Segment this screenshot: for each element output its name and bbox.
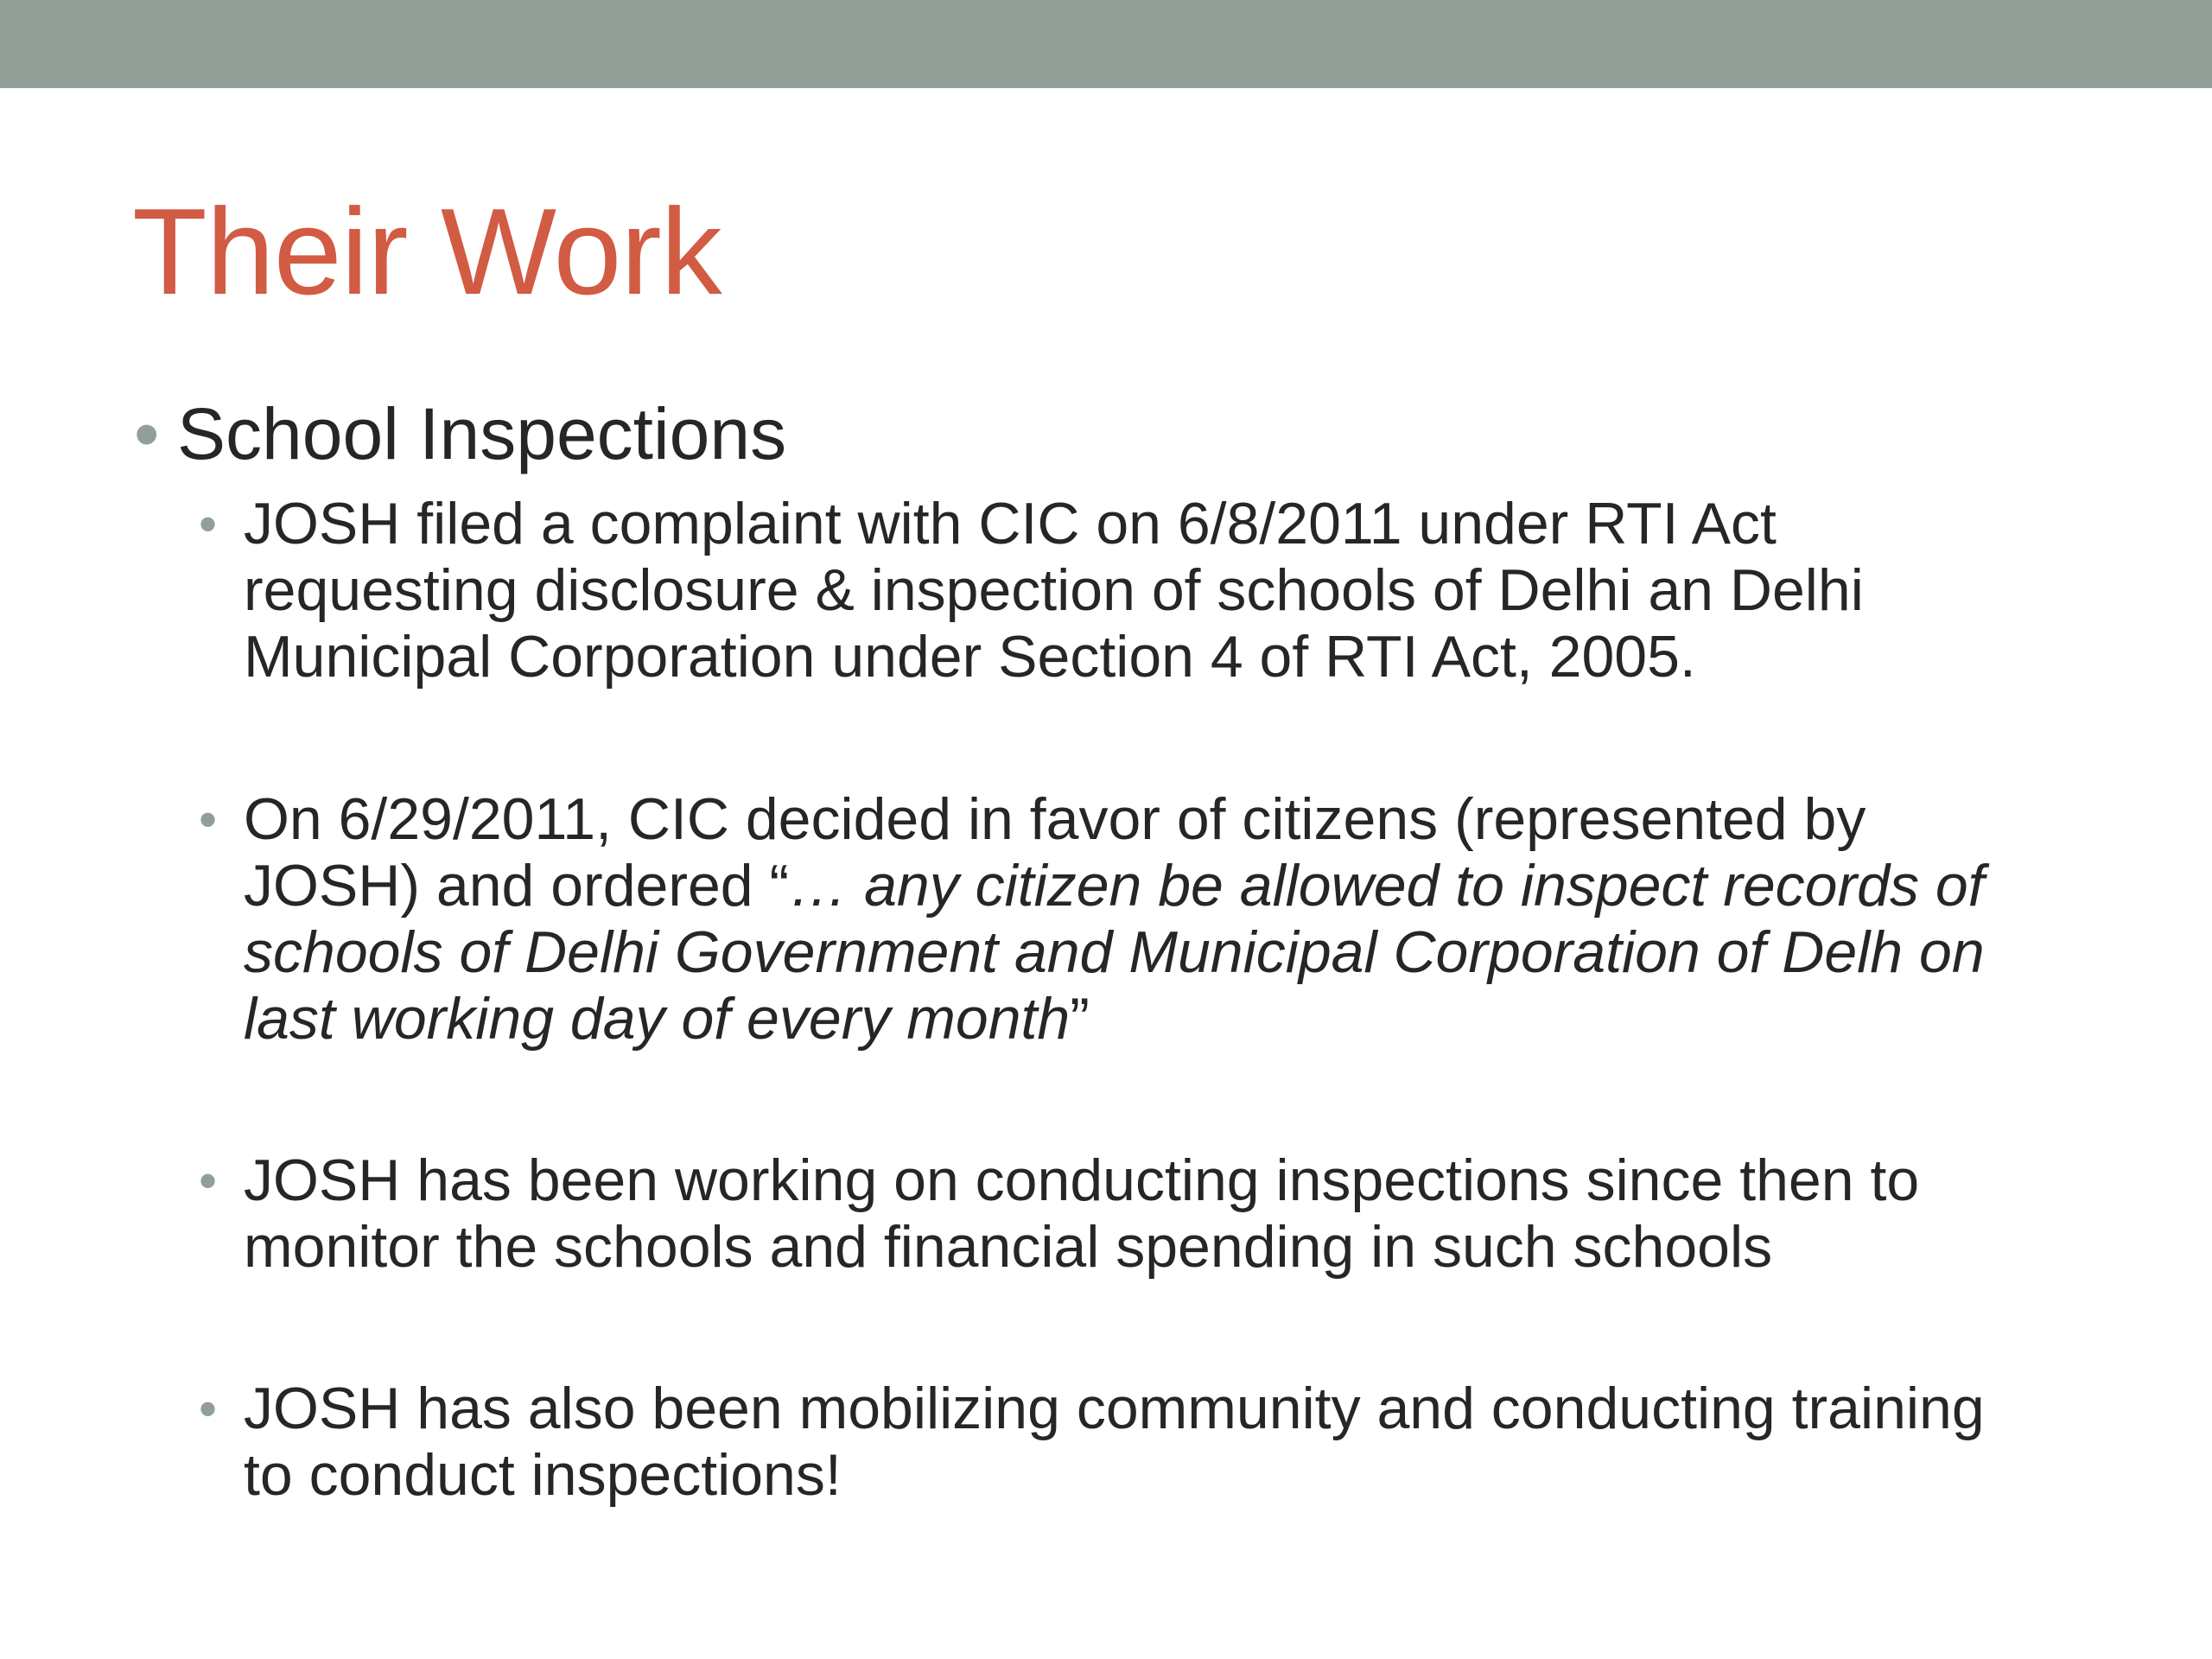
text-line	[244, 986, 2093, 1052]
bullet-icon: •	[134, 393, 160, 474]
sub-bullet-1	[244, 491, 2093, 690]
quote-text: … any citizen be allowed to inspect records of	[789, 853, 1985, 918]
text-line: monitor the schools and financial spending in such schools	[244, 1214, 1773, 1280]
sub-bullet-3	[244, 1147, 2093, 1281]
text-line: On 6/29/2011, CIC decided in favor of citizens (represented by	[244, 786, 1866, 852]
top-accent-band	[0, 0, 2212, 88]
bullet-icon: •	[199, 791, 218, 849]
quote-text: schools of Delhi Government and Municipal Corporation of Delh on	[244, 919, 1985, 985]
closing-quote: ”	[1070, 986, 1090, 1052]
text-line: JOSH has also been mobilizing community and conducting training	[244, 1376, 1985, 1441]
quote-text: last working day of every month	[244, 986, 1071, 1052]
text-line: JOSH filed a complaint with CIC on 6/8/2011 under RTI Act	[244, 491, 1777, 556]
text-plain: JOSH) and ordered “	[244, 853, 790, 918]
text-line: requesting disclosure & inspection of schools of Delhi an Delhi	[244, 557, 1864, 623]
slide-title: Their Work	[132, 183, 721, 321]
bullet-icon: •	[199, 1152, 218, 1210]
bullet-icon: •	[199, 495, 218, 553]
bullet-icon: •	[199, 1380, 218, 1438]
sub-bullet-4	[244, 1376, 2093, 1509]
text-line: JOSH has been working on conducting inspections since then to	[244, 1147, 1920, 1213]
sub-bullet-2	[244, 786, 2093, 1052]
text-line	[244, 853, 2093, 919]
text-line: to conduct inspections!	[244, 1442, 842, 1508]
level1-bullet-text: School Inspections	[177, 393, 787, 474]
text-line: Municipal Corporation under Section 4 of RTI Act, 2005.	[244, 624, 1696, 690]
